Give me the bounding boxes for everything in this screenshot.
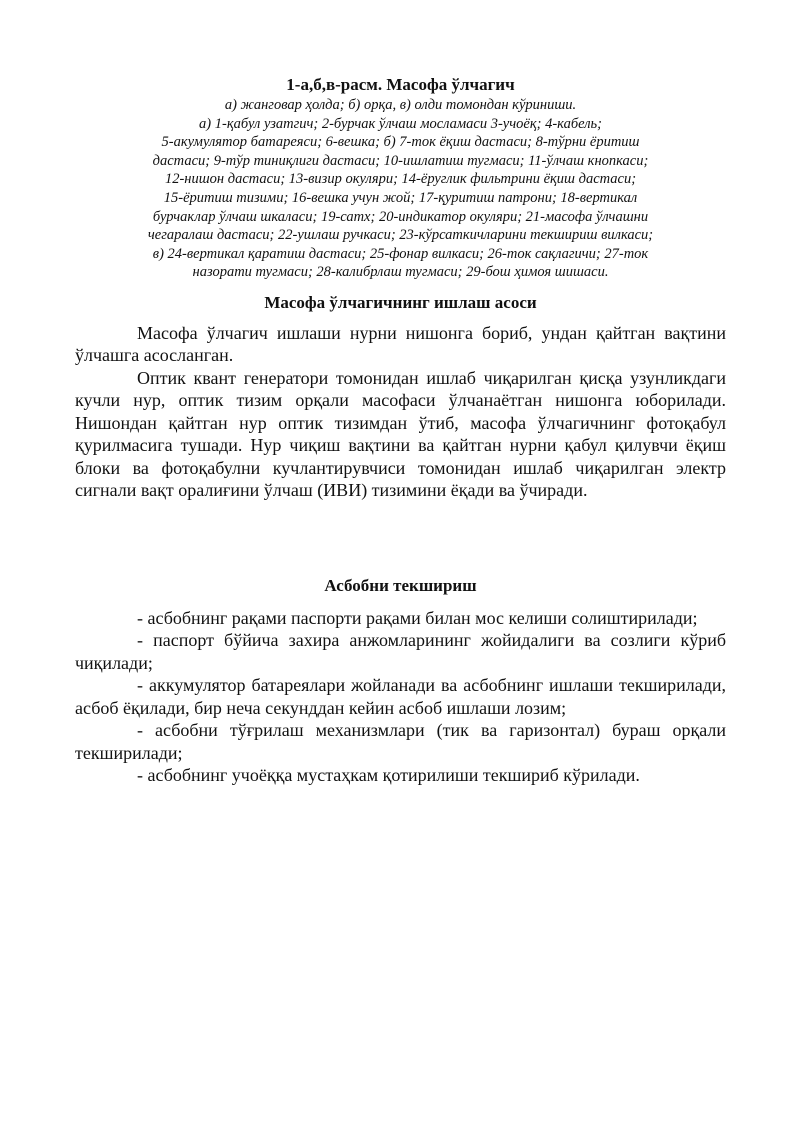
paragraph: Оптик квант генератори томонидан ишлаб чиқарилган қисқа узунликдаги кучли нур, оптик тизим орқали масофаси ўлчанаётган нишонга юборилади. Нишондан қайтган нур оптик тизимдан ўтиб, масофа ўлчагичнинг фотоқабул қурилмасига тушади. Нур чиқиш вақтини ва қайтган нурни қабул қилувчи ёқиш блоки ва фотоқабулни кучлантирувчиси томонидан ишлаб чиқарилган электр сигнали вақт оралиғини ўлчаш (ИВИ) тизимини ёқади ва ўчиради. [75, 367, 726, 501]
figure-title: 1-а,б,в-расм. Масофа ўлчагич [286, 75, 515, 94]
caption-line: в) 24-вертикал қаратиш дастаси; 25-фонар вилкаси; 26-ток сақлагичи; 27-ток [152, 245, 649, 262]
checklist [75, 607, 726, 787]
caption-line: назорати тугмаси; 28-калибрлаш тугмаси; 29-бош ҳимоя шишаси. [192, 264, 609, 281]
list-item: - аккумулятор батареялари жойланади ва асбобнинг ишлаши текширилади, асбоб ёқилади, бир неча секунддан кейин асбоб ишлаши лозим; [75, 675, 726, 718]
list-item: - асбобни тўғрилаш механизмлари (тик ва гаризонтал) бураш орқали текширилади; [75, 720, 726, 763]
paragraph: Масофа ўлчагич ишлаши нурни нишонга бориб, ундан қайтган вақтини ўлчашга асосланган. [75, 322, 726, 366]
section-heading-check: Асбобни текшириш [324, 575, 477, 595]
caption-line: 15-ёритиш тизими; 16-вешка учун жой; 17-қуритиш патрони; 18-вертикал [163, 189, 638, 206]
caption-line: а) жанговар ҳолда; б) орқа, в) олди томондан кўриниши. [224, 97, 577, 113]
caption-line: бурчаклар ўлчаш шкаласи; 19-сатх; 20-индикатор окуляри; 21-масофа ўлчашни [152, 208, 649, 225]
caption-line: 5-акумулятор батареяси; 6-вешка; б) 7-ток ёқиш дастаси; 8-тўрни ёритиш [161, 134, 640, 151]
list-item: - асбобнинг рақами паспорти рақами билан мос келиши солиштирилади; [137, 607, 698, 628]
caption-line: 12-нишон дастаси; 13-визир окуляри; 14-ёруглик фильтрини ёқиш дастаси; [164, 171, 637, 188]
caption-line: дастаси; 9-тўр тиниқлиги дастаси; 10-ишлатиш тугмаси; 11-ўлчаш кнопкаси; [152, 152, 649, 169]
document-page [75, 74, 726, 787]
list-item: - паспорт бўйича захира анжомларининг жойидалиги ва созлиги кўриб чиқилади; [75, 630, 726, 673]
section-heading-principle: Масофа ўлчагичнинг ишлаш асоси [264, 292, 537, 312]
list-item: - асбобнинг учоёққа мустаҳкам қотирилиши текшириб кўрилади. [137, 765, 640, 786]
caption-line: чегаралаш дастаси; 22-ушлаш ручкаси; 23-кўрсаткичларини текшириш вилкаси; [147, 227, 654, 244]
caption-line: а) 1-қабул узатгич; 2-бурчак ўлчаш мосламаси 3-учоёқ; 4-кабель; [199, 115, 602, 132]
figure-caption [75, 96, 726, 282]
